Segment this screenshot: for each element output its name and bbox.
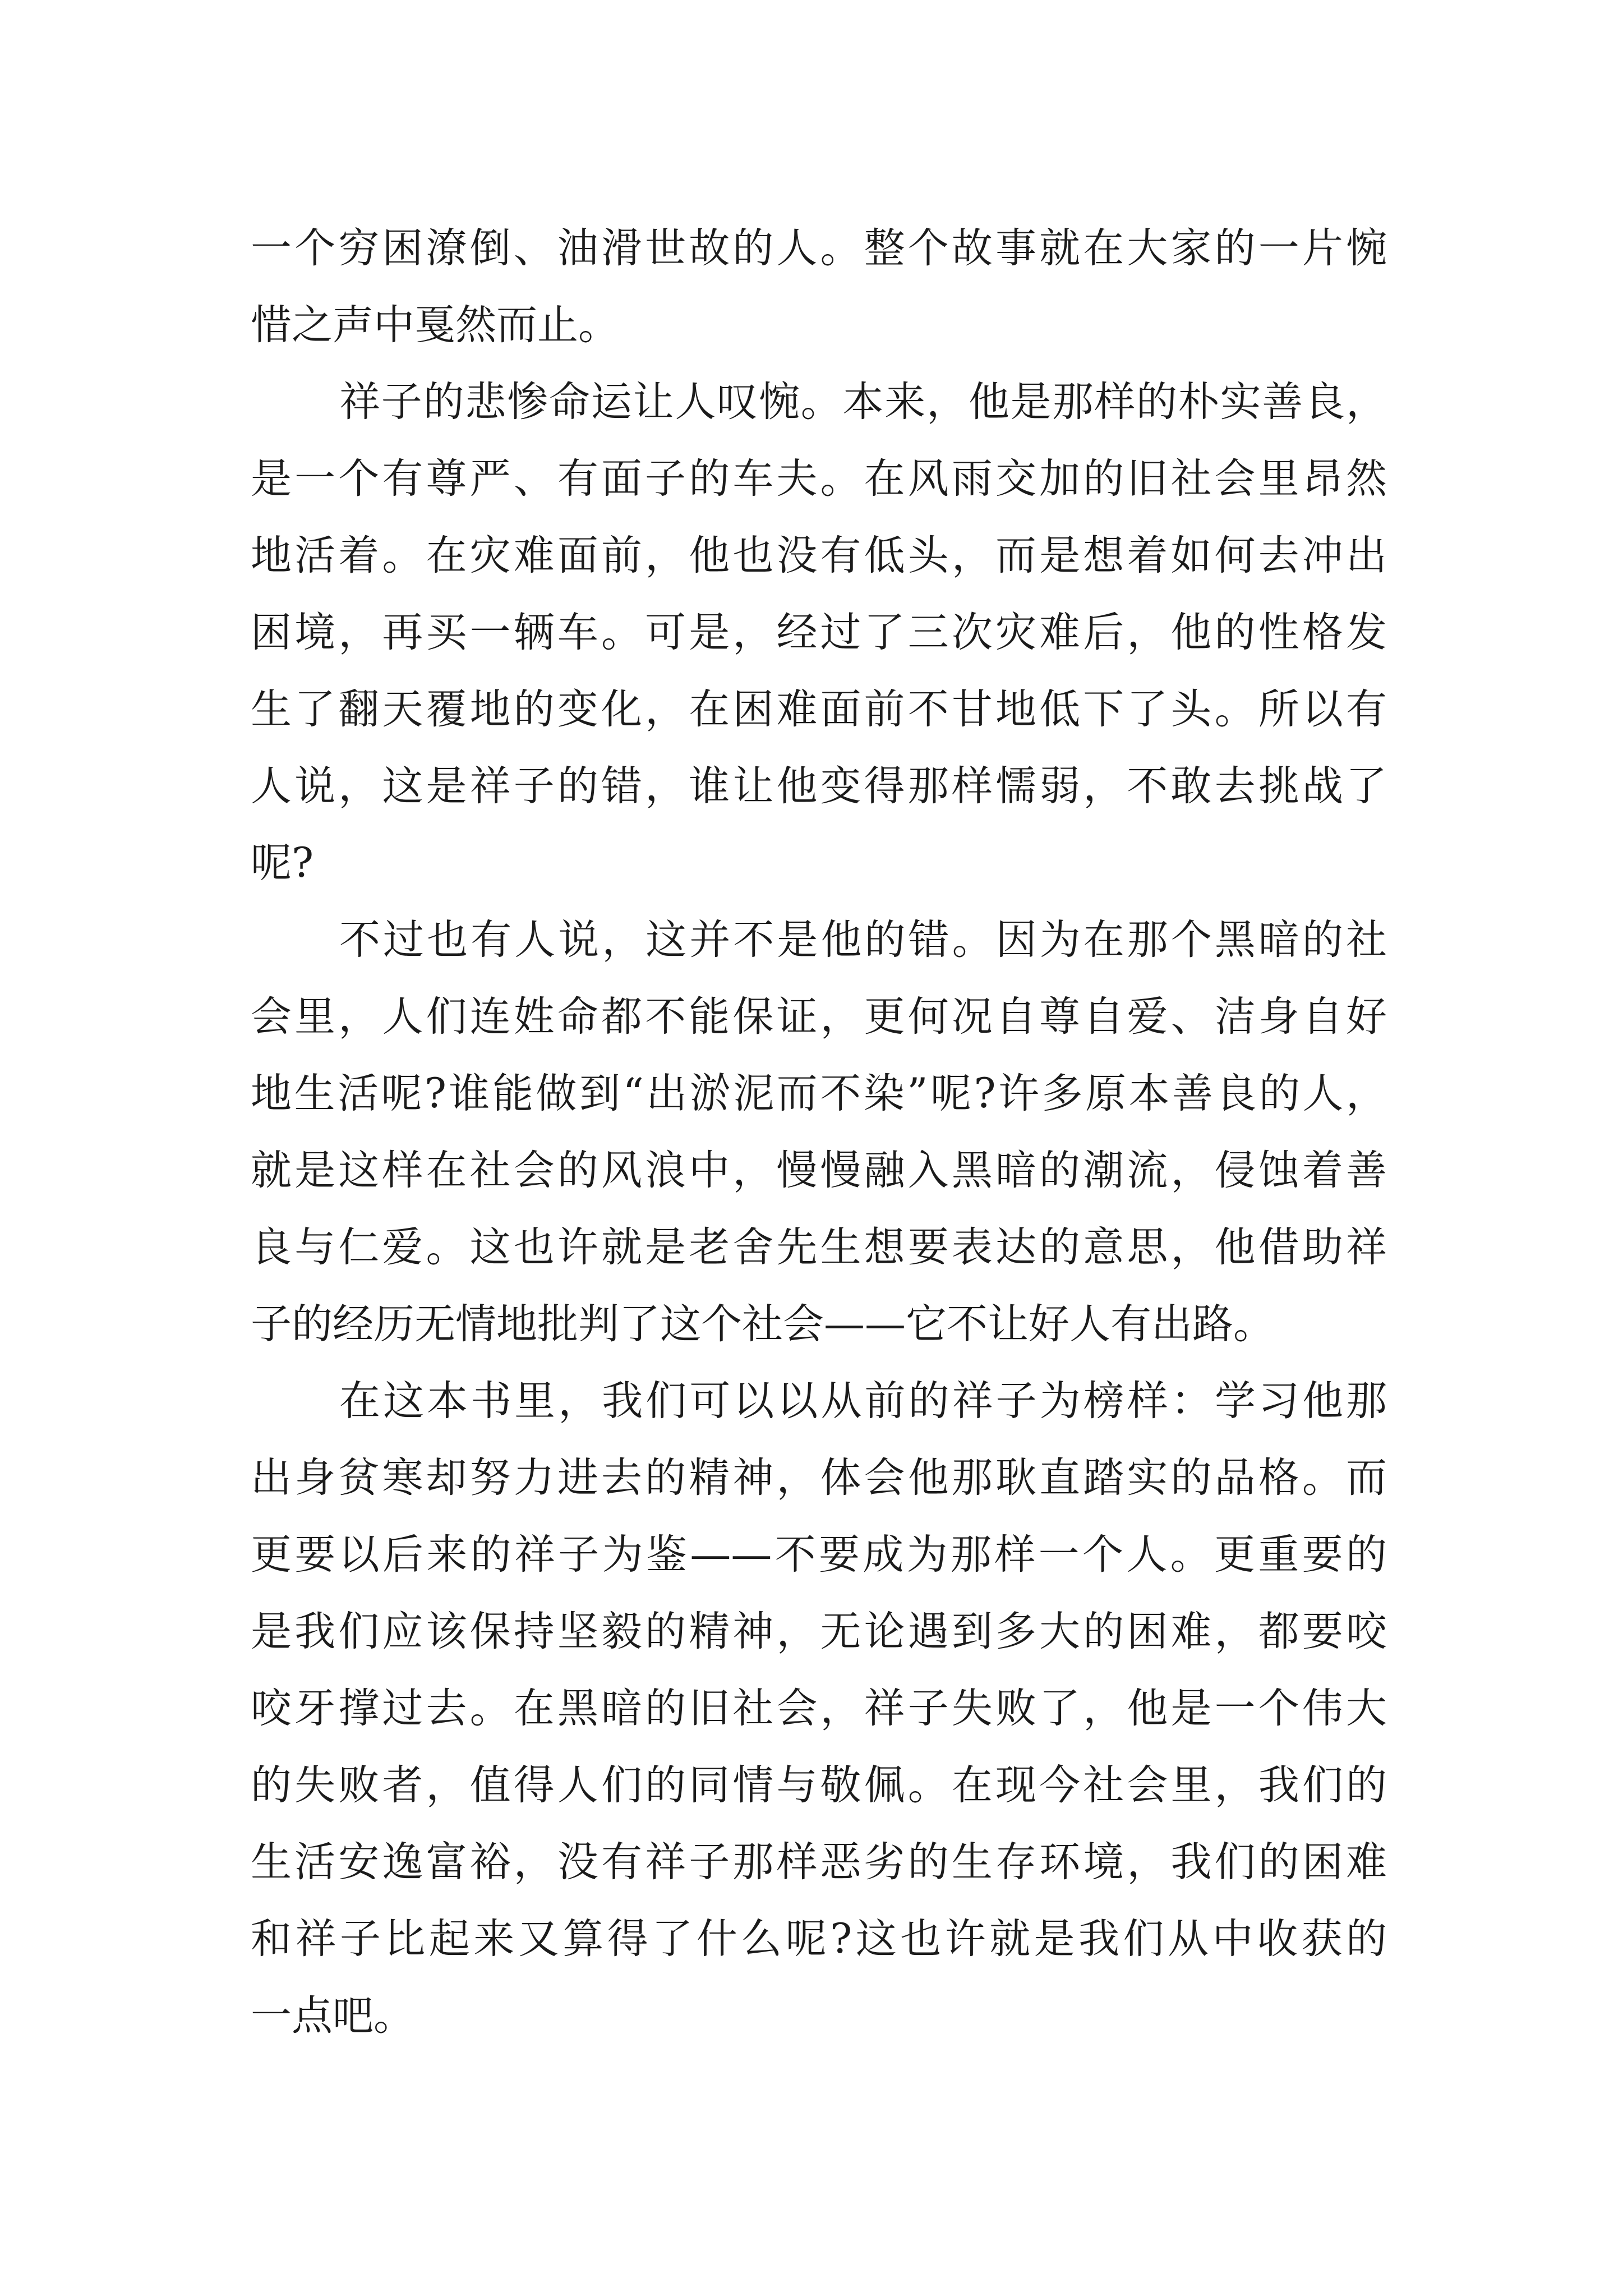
text-line: 祥子的悲惨命运让人叹惋。本来，他是那样的朴实善良， (339, 378, 1387, 426)
text-line: 良与仁爱。这也许就是老舍先生想要表达的意思，他借助祥 (251, 1223, 1387, 1271)
text-line: 和祥子比起来又算得了什么呢?这也许就是我们从中收获的 (251, 1915, 1387, 1963)
text-line: 出身贫寒却努力进去的精神，体会他那耿直踏实的品格。而 (251, 1454, 1387, 1502)
text-line: 惜之声中戛然而止。 (251, 301, 619, 349)
text-line: 在这本书里，我们可以以从前的祥子为榜样：学习他那 (339, 1377, 1387, 1425)
text-line: 生活安逸富裕，没有祥子那样恶劣的生存环境，我们的困难 (251, 1838, 1387, 1886)
text-line: 地活着。在灾难面前，他也没有低头，而是想着如何去冲出 (251, 532, 1387, 579)
paragraph-continuation (251, 210, 1387, 364)
text-line: 呢? (251, 839, 314, 887)
text-line: 生了翻天覆地的变化，在困难面前不甘地低下了头。所以有 (251, 685, 1387, 733)
text-line: 不过也有人说，这并不是他的错。因为在那个黑暗的社 (339, 916, 1387, 964)
text-line: 就是这样在社会的风浪中，慢慢融入黑暗的潮流，侵蚀着善 (251, 1147, 1387, 1194)
text-line: 困境，再买一辆车。可是，经过了三次灾难后，他的性格发 (251, 609, 1387, 656)
text-line: 咬牙撑过去。在黑暗的旧社会，祥子失败了，他是一个伟大 (251, 1685, 1387, 1732)
text-line: 人说，这是祥子的错，谁让他变得那样懦弱，不敢去挑战了 (251, 762, 1387, 810)
text-line: 地生活呢?谁能做到“出淤泥而不染”呢?许多原本善良的人， (251, 1070, 1387, 1117)
text-line: 一点吧。 (251, 1992, 414, 2040)
text-line: 一个穷困潦倒、油滑世故的人。整个故事就在大家的一片惋 (251, 224, 1387, 272)
text-line: 子的经历无情地批判了这个社会——它不让好人有出路。 (251, 1300, 1274, 1348)
text-line: 是我们应该保持坚毅的精神，无论遇到多大的困难，都要咬 (251, 1608, 1387, 1655)
paragraph (251, 901, 1387, 1363)
text-line: 更要以后来的祥子为鉴——不要成为那样一个人。更重要的 (251, 1531, 1387, 1579)
text-line: 的失败者，值得人们的同情与敬佩。在现今社会里，我们的 (251, 1761, 1387, 1809)
paragraph (251, 1363, 1387, 2054)
paragraph (251, 364, 1387, 901)
text-line: 会里，人们连姓命都不能保证，更何况自尊自爱、洁身自好 (251, 993, 1387, 1041)
text-line: 是一个有尊严、有面子的车夫。在风雨交加的旧社会里昂然 (251, 455, 1387, 503)
document-body (251, 210, 1387, 2054)
